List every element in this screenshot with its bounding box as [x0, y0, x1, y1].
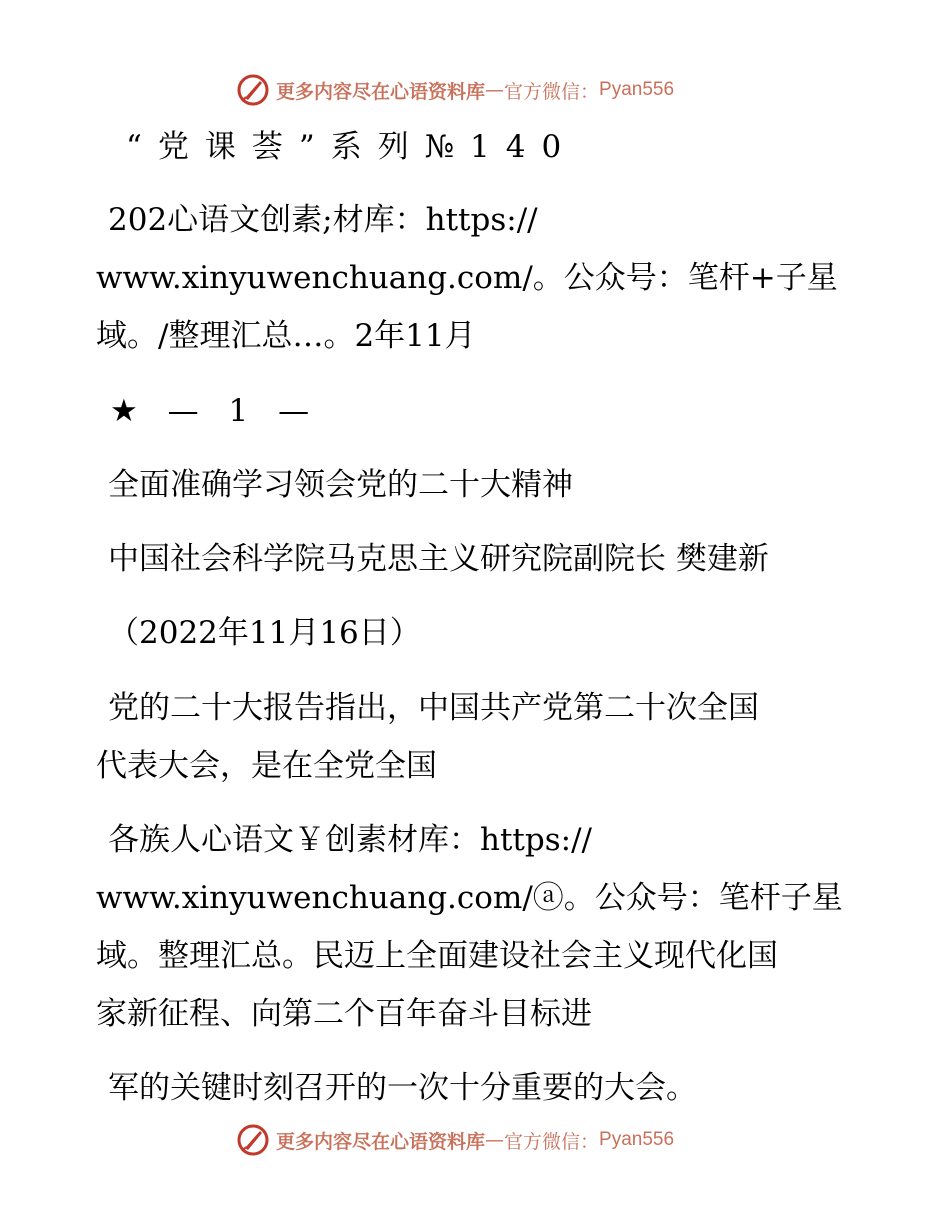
paragraph-2-line-4: 家新征程、向第二个百年奋斗目标进 — [96, 996, 592, 1032]
source-line-2: www.xinyuwenchuang.com/。公众号：笔杆+子星 — [96, 260, 838, 296]
watermark-dash: — — [485, 1129, 505, 1151]
watermark-wechat-id: Pyan556 — [599, 79, 675, 100]
paragraph-2-line-2: www.xinyuwenchuang.com/ⓐ。公众号：笔杆子星 — [96, 880, 843, 916]
section-marker: ★ — 1 — — [110, 393, 320, 429]
quill-logo-icon — [236, 1123, 270, 1157]
header-watermark — [236, 72, 674, 108]
paragraph-1-line-1: 党的二十大报告指出，中国共产党第二十次全国 — [108, 690, 759, 726]
source-line-1: 202心语文创素;材库：https:// — [108, 202, 538, 238]
watermark-official-label: 官方微信： — [504, 80, 600, 103]
source-line-3: 域。/整理汇总…。2年11月 — [96, 318, 476, 354]
paragraph-1-line-2: 代表大会，是在全党全国 — [96, 748, 437, 784]
watermark-main-text: 更多内容尽在心语资料库 — [276, 80, 486, 103]
paragraph-3-line-1: 军的关键时刻召开的一次十分重要的大会。 — [108, 1070, 697, 1106]
watermark-main-text: 更多内容尽在心语资料库 — [276, 1130, 486, 1153]
watermark-dash: — — [485, 79, 505, 101]
paragraph-2-line-3: 域。整理汇总。民迈上全面建设社会主义现代化国 — [96, 938, 778, 974]
watermark-wechat-id: Pyan556 — [599, 1129, 675, 1150]
watermark-official-label: 官方微信： — [504, 1130, 600, 1153]
article-author: 中国社会科学院马克思主义研究院副院长 樊建新 — [108, 541, 769, 577]
article-date: （2022年11月16日） — [108, 615, 421, 651]
quill-logo-icon — [236, 73, 270, 107]
series-heading: “党课荟”系列№140 — [126, 129, 578, 165]
paragraph-2-line-1: 各族人心语文￥创素材库：https:// — [108, 822, 592, 858]
article-title: 全面准确学习领会党的二十大精神 — [108, 467, 573, 503]
footer-watermark — [236, 1122, 674, 1158]
